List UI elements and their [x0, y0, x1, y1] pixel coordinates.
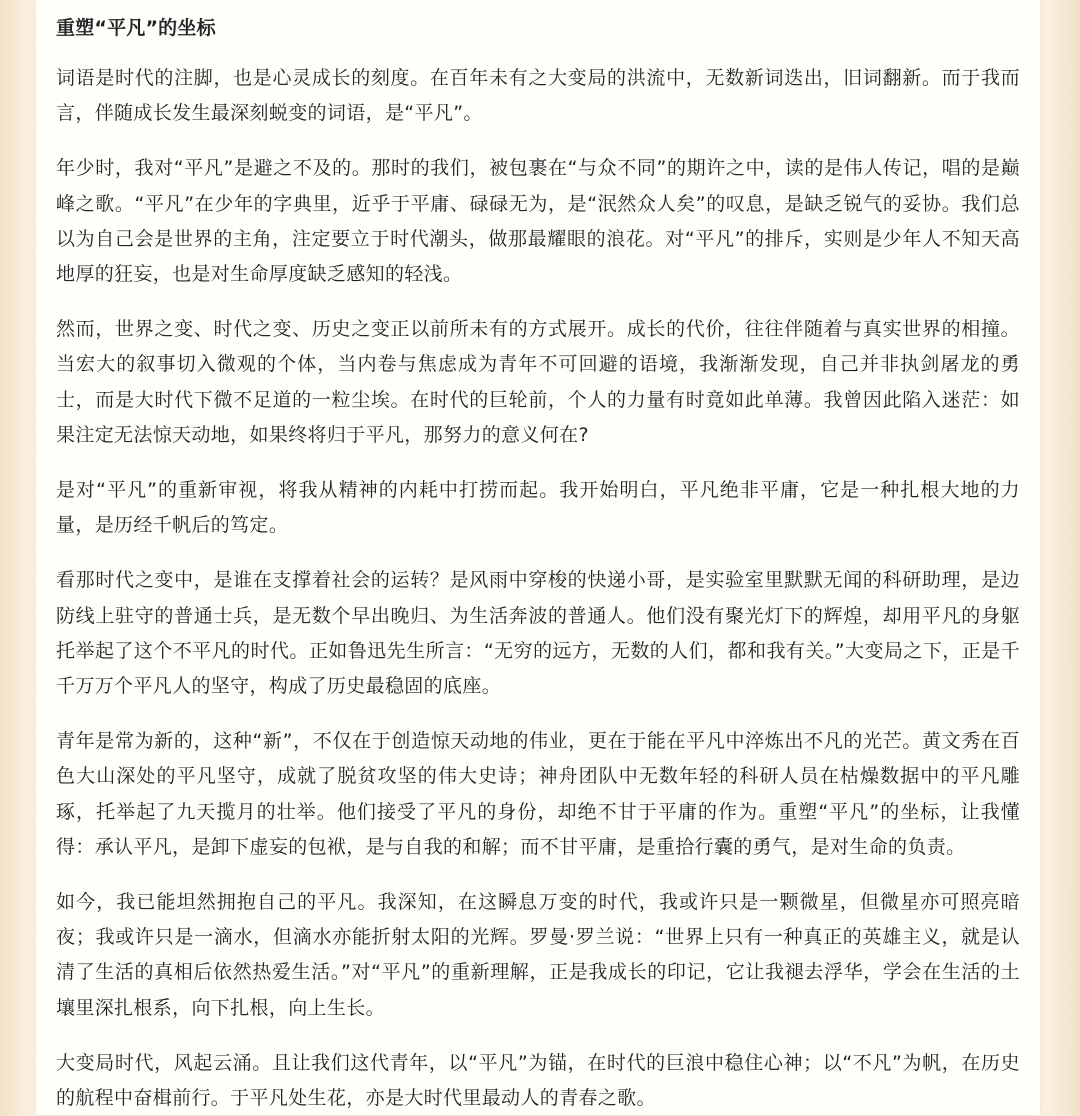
- article-body: [56, 12, 1020, 1116]
- paragraph-5: 看那时代之变中，是谁在支撑着社会的运转？是风雨中穿梭的快递小哥，是实验室里默默无闻的科研助理，是边防线上驻守的普通士兵，是无数个早出晚归、为生活奔波的普通人。他们没有聚光灯下的辉煌，却用平凡的身躯托举起了这个不平凡的时代。正如鲁迅先生所言：“无穷的远方，无数的人们，都和我有关。”大变局之下，正是千千万万个平凡人的坚守，构成了历史最稳固的底座。: [56, 569, 1020, 698]
- paragraph-1: 词语是时代的注脚，也是心灵成长的刻度。在百年未有之大变局的洪流中，无数新词迭出，旧词翻新。而于我而言，伴随成长发生最深刻蜕变的词语，是“平凡”。: [56, 67, 1020, 125]
- paragraph-7: 如今，我已能坦然拥抱自己的平凡。我深知，在这瞬息万变的时代，我或许只是一颗微星，但微星亦可照亮暗夜；我或许只是一滴水，但滴水亦能折射太阳的光辉。罗曼·罗兰说：“世界上只有一种真正的英雄主义，就是认清了生活的真相后依然热爱生活。”对“平凡”的重新理解，正是我成长的印记，它让我褪去浮华，学会在生活的土壤里深扎根系，向下扎根，向上生长。: [56, 891, 1020, 1019]
- article-page: [36, 0, 1040, 1115]
- paragraph-6: 青年是常为新的，这种“新”，不仅在于创造惊天动地的伟业，更在于能在平凡中淬炼出不凡的光芒。黄文秀在百色大山深处的平凡坚守，成就了脱贫攻坚的伟大史诗；神舟团队中无数年轻的科研人员在枯燥数据中的平凡雕琢，托举起了九天揽月的壮举。他们接受了平凡的身份，却绝不甘于平庸的作为。重塑“平凡”的坐标，让我懂得：承认平凡，是卸下虚妄的包袱，是与自我的和解；而不甘平庸，是重拾行囊的勇气，是对生命的负责。: [56, 730, 1020, 858]
- paragraph-2: 年少时，我对“平凡”是避之不及的。那时的我们，被包裹在“与众不同”的期许之中，读的是伟人传记，唱的是巅峰之歌。“平凡”在少年的字典里，近乎于平庸、碌碌无为，是“泯然众人矣”的叹息，是缺乏锐气的妥协。我们总以为自己会是世界的主角，注定要立于时代潮头，做那最耀眼的浪花。对“平凡”的排斥，实则是少年人不知天高地厚的狂妄，也是对生命厚度缺乏感知的轻浅。: [56, 157, 1020, 286]
- paragraph-4: 是对“平凡”的重新审视，将我从精神的内耗中打捞而起。我开始明白，平凡绝非平庸，它是一种扎根大地的力量，是历经千帆后的笃定。: [56, 479, 1020, 537]
- article-title: 重塑“平凡”的坐标: [56, 17, 216, 39]
- paragraph-8: 大变局时代，风起云涌。且让我们这代青年，以“平凡”为锚，在时代的巨浪中稳住心神；以“不凡”为帆，在历史的航程中奋楫前行。于平凡处生花，亦是大时代里最动人的青春之歌。: [56, 1051, 1020, 1110]
- paragraph-3: 然而，世界之变、时代之变、历史之变正以前所未有的方式展开。成长的代价，往往伴随着与真实世界的相撞。当宏大的叙事切入微观的个体，当内卷与焦虑成为青年不可回避的语境，我渐渐发现，自己并非执剑屠龙的勇士，而是大时代下微不足道的一粒尘埃。在时代的巨轮前，个人的力量有时竟如此单薄。我曾因此陷入迷茫：如果注定无法惊天动地，如果终将归于平凡，那努力的意义何在?: [56, 318, 1020, 446]
